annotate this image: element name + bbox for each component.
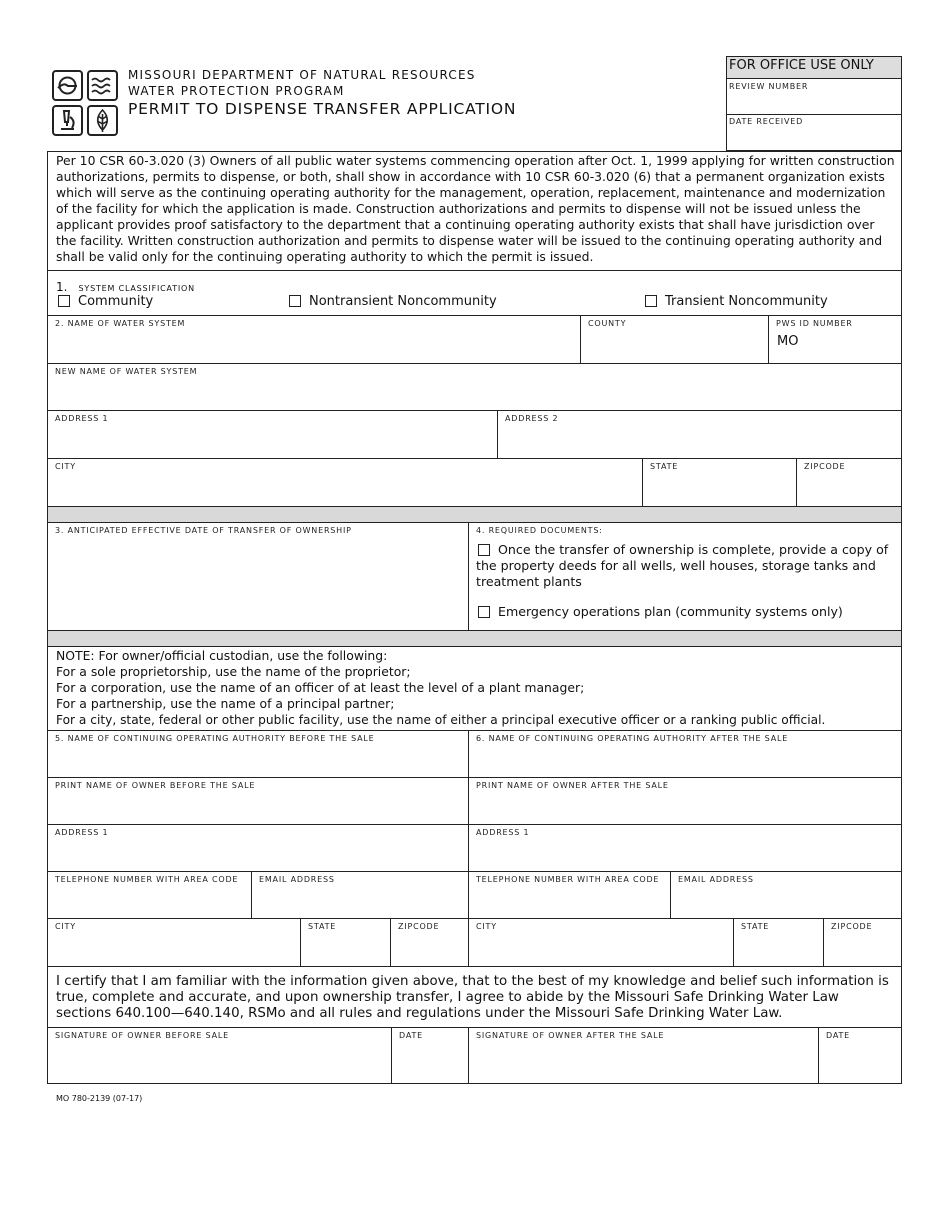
pws-id-field[interactable]: PWS ID NUMBER MO	[776, 319, 853, 349]
intro-text: Per 10 CSR 60-3.020 (3) Owners of all public water systems commencing operation after Oct. 1, 1999 applying for written construction authorizations, permits to dispense, or both, shall show in accordance with 10 CSR 60-3.020 (6) that a permanent organization exists which will serve as the continuing operating authority for the management, operation, replacement, maintenance and modernization of the facility for which the application is made. Construction authorizations and permits to dispense will not be issued unless the applicant provides proof satisfactory to the department that a continuing operating authority exists that shall have jurisdiction over the facility. Written construction authorization and permits to dispense water will be issued to the continuing operating authority and shall be valid only for the continuing operating authority to which the permit is issued.	[56, 153, 895, 264]
section-separator-2	[48, 631, 901, 646]
owner-before-address-field[interactable]: ADDRESS 1	[55, 828, 109, 837]
system-city-field[interactable]: CITY	[55, 462, 76, 471]
transfer-date-field[interactable]: 3. ANTICIPATED EFFECTIVE DATE OF TRANSFER OF OWNERSHIP	[55, 526, 352, 535]
option-community[interactable]: Community	[58, 294, 153, 309]
owner-before-city-field[interactable]: CITY	[55, 922, 76, 931]
microscope-icon	[52, 105, 83, 136]
required-documents-label: 4. REQUIRED DOCUMENTS:	[476, 526, 603, 535]
transient-checkbox[interactable]	[645, 295, 657, 307]
form-number: MO 780-2139 (07-17)	[56, 1094, 143, 1103]
leaf-icon	[87, 105, 118, 136]
signature-before-field[interactable]: SIGNATURE OF OWNER BEFORE SALE	[55, 1031, 229, 1040]
date-received-label: DATE RECEIVED	[729, 117, 804, 126]
review-number-field[interactable]	[727, 79, 901, 115]
signature-after-field[interactable]: SIGNATURE OF OWNER AFTER THE SALE	[476, 1031, 665, 1040]
signature-before-date-field[interactable]: DATE	[399, 1031, 424, 1040]
air-icon	[52, 70, 83, 101]
owner-before-name-field[interactable]: PRINT NAME OF OWNER BEFORE THE SALE	[55, 781, 256, 790]
program-name: WATER PROTECTION PROGRAM	[128, 84, 345, 98]
owner-after-address-field[interactable]: ADDRESS 1	[476, 828, 530, 837]
pws-id-value: MO	[777, 334, 799, 349]
water-icon	[87, 70, 118, 101]
water-system-name-field[interactable]: 2. NAME OF WATER SYSTEM	[55, 319, 186, 328]
owner-before-email-field[interactable]: EMAIL ADDRESS	[259, 875, 335, 884]
owner-before-zip-field[interactable]: ZIPCODE	[398, 922, 440, 931]
form-title: PERMIT TO DISPENSE TRANSFER APPLICATION	[128, 100, 517, 118]
signature-after-date-field[interactable]: DATE	[826, 1031, 851, 1040]
deeds-checkbox[interactable]	[478, 544, 490, 556]
option-transient[interactable]: Transient Noncommunity	[645, 294, 828, 309]
certification-text: I certify that I am familiar with the information given above, that to the best of my knowledge and belief such information is true, complete and accurate, and upon ownership transfer, I agree to abide by the Missouri Safe Drinking Water Law sections 640.100—640.140, RSMo and all rules and regulations under the Missouri Safe Drinking Water Law.	[56, 974, 889, 1021]
owner-after-state-field[interactable]: STATE	[741, 922, 770, 931]
owner-after-phone-field[interactable]: TELEPHONE NUMBER WITH AREA CODE	[476, 875, 660, 884]
owner-after-zip-field[interactable]: ZIPCODE	[831, 922, 873, 931]
system-zip-field[interactable]: ZIPCODE	[804, 462, 846, 471]
owner-after-name-field[interactable]: PRINT NAME OF OWNER AFTER THE SALE	[476, 781, 669, 790]
owner-before-phone-field[interactable]: TELEPHONE NUMBER WITH AREA CODE	[55, 875, 239, 884]
owner-after-email-field[interactable]: EMAIL ADDRESS	[678, 875, 754, 884]
dnr-logo	[52, 70, 122, 138]
system-address1-field[interactable]: ADDRESS 1	[55, 414, 109, 423]
review-number-label: REVIEW NUMBER	[729, 82, 809, 91]
county-field[interactable]: COUNTY	[588, 319, 627, 328]
new-water-system-name-field[interactable]: NEW NAME OF WATER SYSTEM	[55, 367, 198, 376]
owner-after-city-field[interactable]: CITY	[476, 922, 497, 931]
section-separator	[48, 507, 901, 522]
agency-name: MISSOURI DEPARTMENT OF NATURAL RESOURCES	[128, 68, 476, 82]
coa-after-field[interactable]: 6. NAME OF CONTINUING OPERATING AUTHORITY AFTER THE SALE	[476, 734, 789, 743]
office-use-title: FOR OFFICE USE ONLY	[727, 57, 901, 79]
system-state-field[interactable]: STATE	[650, 462, 679, 471]
doc-emergency-plan-option[interactable]: Emergency operations plan (community systems only)	[478, 604, 843, 619]
coa-before-field[interactable]: 5. NAME OF CONTINUING OPERATING AUTHORITY BEFORE THE SALE	[55, 734, 375, 743]
emergency-plan-checkbox[interactable]	[478, 606, 490, 618]
option-nontransient[interactable]: Nontransient Noncommunity	[289, 294, 497, 309]
system-address2-field[interactable]: ADDRESS 2	[505, 414, 559, 423]
section1-heading: 1. SYSTEM CLASSIFICATION	[56, 280, 195, 294]
community-checkbox[interactable]	[58, 295, 70, 307]
date-received-field[interactable]	[727, 115, 901, 150]
doc-deeds-option[interactable]: Once the transfer of ownership is complete, provide a copy of the property deeds for all wells, well houses, storage tanks and treatment plants	[476, 542, 889, 589]
nontransient-checkbox[interactable]	[289, 295, 301, 307]
owner-note: NOTE: For owner/official custodian, use the following: For a sole proprietorship, use the name of the proprietor; For a corporation, use the name of an officer of at least the level of a plant manager; For a partnership, use the name of a principal partner; For a city, state, federal or other public facility, use the name of either a principal executive officer or a ranking public official.	[56, 648, 826, 727]
owner-before-state-field[interactable]: STATE	[308, 922, 337, 931]
office-use-box	[726, 56, 902, 151]
